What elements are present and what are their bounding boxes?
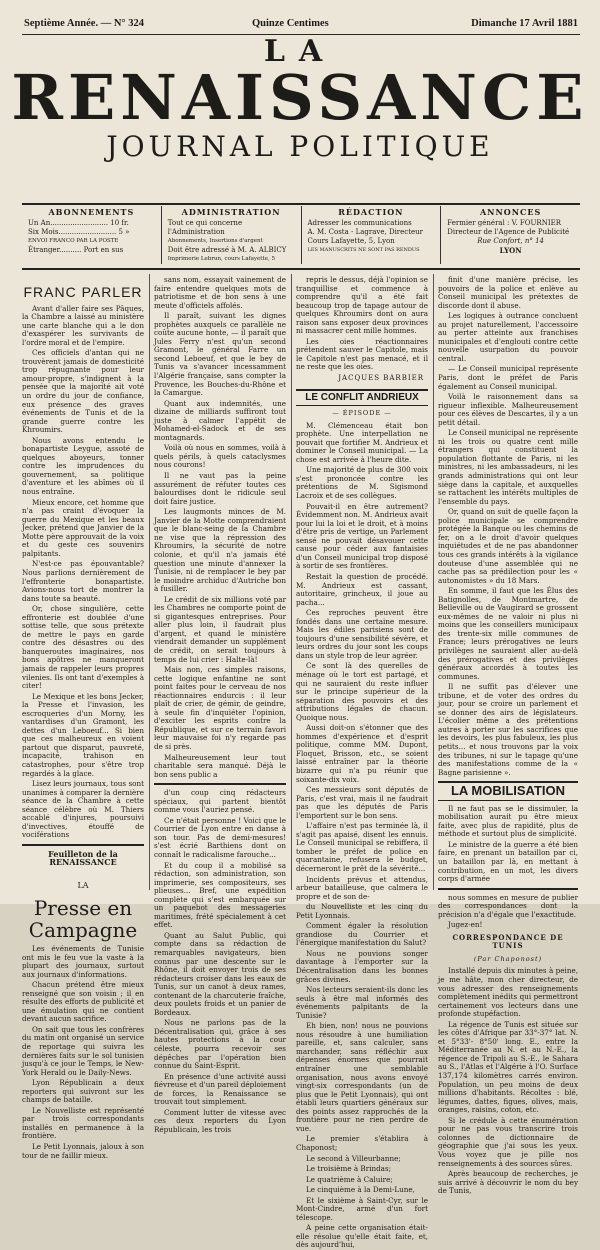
paragraph: repris le dessus, déjà l'opinion se tranquillise et commence à comprendre qu'il a été fait beaucoup trop de tapage autour de quelques Khroumirs dont on aura raison sans exposer deux provinces ni massacrer cent mille hommes.: [296, 275, 428, 336]
paragraph: Pouvait-il en être autrement? Évidemment non. M. Andrieux avait pour lui la loi et le droit, et à moins d'être pris de vertige, un Parlement sensé ne pouvait désavouer cette cause pour céder aux fantaisies d'un Conseil municipal trop disposé à sortir de ses frontières.: [296, 501, 428, 571]
header-row: [24, 18, 578, 32]
paragraph: Incidents prévus et attendus, arbeur batailleuse, que calmera le propre et de son de-: [296, 874, 428, 901]
paragraph: Le Mexique et les bons Jecker, la Presse et l'invasion, les escroqueries d'un Morny, les vantardises d'un Gramont, les dettes d'un Leboeuf... Si bien que ces malheureux en voient partout que disparut, pauvreté, incapacité, trahison en catastrophes, pour s'être trop regardés à la glace.: [22, 691, 144, 778]
paragraph: Malheureusement leur tout charitable sera manqué. Déjà le bon sens public a: [154, 752, 286, 779]
masthead-subtitle: JOURNAL POLITIQUE: [106, 130, 494, 163]
paragraph: Les laugmonts minces de M. Janvier de la Motte comprendraient que le blanc-seing de la Chambre ne vise que la répression des Khroumirs, la sécurité de notre colonie, et qu'il n'a jamais été question une minute d'annexer la Tunisie, ni de remplacer le bey par le moindre archiduc d'Autriche bon à fusiller.: [154, 507, 286, 594]
paragraph: Nous avons entendu le bonapartiste Leygue, assoté de quelques aboyeurs, tonner contre les imprudences du gouvernement, sa politique d'aventure et les abîmes où il nous entraîne.: [22, 435, 144, 497]
box-abonnements: [22, 206, 162, 264]
price: Quinze Centimes: [252, 18, 329, 29]
box-line: A. M. Costa - Lagrave, Directeur: [307, 228, 424, 236]
column-2: [154, 275, 286, 1134]
masthead-la: LA: [263, 34, 337, 69]
paragraph: — Le Conseil municipal représente Paris, dont le préfet de Paris également au Conseil municipal.: [438, 364, 578, 391]
paragraph: Et du coup il a mobilisé sa rédaction, son administration, son imprimerie, ses compositeurs, ses plieuses... Bref, une expédition complète qui s'est embarquée sur un paquebot des messageries maritimes, frété spécialement à cet effet.: [154, 860, 286, 930]
box-line: ENVOI FRANCO PAR LA POSTE: [28, 238, 119, 244]
box-line: LYON: [499, 246, 522, 255]
box-line: Six Mois.......................... 5 »: [28, 228, 130, 236]
paragraph: Voilà le raisonnement dans sa rigueur inflexible. Malheureusement pour ces élèves de Descartes, il y a un petit détail.: [438, 392, 578, 427]
column-separator: [149, 274, 150, 890]
paragraph: Comment lutter de vitesse avec ces deux reporters du Lyon Républicain, les trois: [154, 1107, 286, 1134]
paragraph: nous sommes en mesure de publier des correspondances dont la précision n'a d'égale que l'exactitude.: [438, 892, 578, 919]
column-separator: [291, 274, 292, 890]
paragraph: Le crédit de six millions voté par les Chambres ne comporte point de si gigantesques entreprises. Pour aller plus loin, il faudrait plus d'argent, et quand le ministère viendrait demander un supplément de crédit, on serait toujours à temps de lui crier : Halte-là!: [154, 594, 286, 664]
feuilleton-rule: [438, 888, 578, 890]
paragraph: Nos lecteurs seraient-ils donc les seuls à être mal informés des événements palpitants de la Tunisie?: [296, 985, 428, 1020]
paragraph: Aussi doit-on s'étonner que des hommes d'expérience et d'esprit politique, comme MM. Dupont, Floquet, Brisson, etc., se soient laissé entraîner par la théorie bizarre qui n'a pu réunir que soixante-dix voix.: [296, 723, 428, 784]
paragraph: sans nom, essayait vainement de faire entendre quelques mots de patriotisme et de bon sens à une meute d'officiels affolés.: [154, 275, 286, 310]
episode-label: — ÉPISODE —: [332, 409, 392, 418]
paragraph: Lisez leurs journaux, tous sont unanimes à comparer la dernière séance de la Chambre à cette séance célèbre où M. Thiers accablé d'injures, poursuivi d'invectives, étouffé de vociférations: [22, 779, 144, 840]
paragraph: Chacun prétend être mieux renseigné que son voisin ; il en résulte des efforts de publicité et une émulation qui ne contient devant aucun sacrifice.: [22, 980, 144, 1024]
paragraph: Ces messieurs sont députés de Paris, c'est vrai, mais il ne faudrait pas que les députés de Paris l'emportent sur le bon sens.: [296, 785, 428, 820]
paragraph: Mais non, ces simples raisons, cette logique enfantine ne sont point faites pour le cerveau de nos réactionnaires endurcis : il leur plaît de crier, de gémir, de geindre, à seule fin d'inquiéter l'opinion, d'exciter les esprits contre la République, et sur ce terrain favori leur mauvaise foi n'y regarde pas de si près.: [154, 665, 286, 751]
paragraph: Le quatrième à Caluire;: [306, 1174, 393, 1184]
box-title: ANNONCES: [479, 207, 542, 217]
info-boxes: [22, 206, 580, 264]
paragraph: La régence de Tunis est située sur les côtes d'Afrique par 33°-37° lat. N. et 5°33'- 8°50' long. E., entre la Méditerranée au N. et au N.-E., la régence de Tripoli au S.-E., le Sahara au S., l'Atlas et l'Algérie à l'O. Surface 137,174 kilomètres carrés environ. Population, un peu moins de deux millions d'habitants. Récoltes : blé, légumes, dattes, figues, olives, mais, oranges, raisins, coton, etc.: [438, 1019, 578, 1115]
box-line: Imprimerie Lebrun, cours Lafayette, 5: [167, 256, 275, 262]
paragraph: Or, chose singulière, cette effronterie est doublée d'une sottise telle, que sous prétexte de mettre le pays en garde contre des désastres ou des banqueroutes imaginaires, nos bons apôtres ne manqueront jamais de rappeler leurs propres vilenies. Ils ont tant d'exemples à citer!: [22, 604, 144, 691]
paragraph: Restait la question de procédé. M. Andrieux est cassant, autoritaire, grincheux, il joue au pacha...: [296, 571, 428, 607]
paragraph: finit d'une manière précise, les pouvoirs de la police et enlève au Conseil municipal les prétextes de discorde dont il abuse.: [438, 275, 578, 310]
paragraph: Voilà où nous en sommes, voilà à quels périls, à quels cataclysmes nous courons!: [154, 443, 286, 470]
box-line: Tout ce qui concerne l'Administration: [167, 219, 243, 236]
paragraph: Il paraît, suivant les dignes prophètes auxquels ce parallèle ne coûte aucune honte, — il paraît que Jules Ferry n'est qu'un second Gramont, le général Farre un second Leboeuf, et que le bey de Tunis va s'avancer incessamment l'Algérie française, sans compter la Provence, les Bouches-du-Rhône et la Camargue.: [154, 311, 286, 398]
box-line: Cours Lafayette, 5, Lyon: [307, 237, 395, 245]
box-title: ABONNEMENTS: [48, 207, 135, 217]
paragraph: Eh bien, non! nous ne pouvions nous résoudre à une humiliation pareille, et, sans calculer, sans marchander, sans réfléchir aux dépenses énormes que pourrait entraîner une semblable organisation, nous avons envoyé vingt-six correspondants (un de plus que le Petit Lyonnais), qui ont établi leurs quartiers généraux sur des points assez rapprochés de la frontière pour ne rien perdre de vue.: [296, 1021, 428, 1133]
box-line: Abonnements, Insertions d'argent: [167, 238, 263, 244]
paragraph: Et le sixième à Saint-Cyr, sur le Mont-Cindre, armé d'un fort télescope.: [296, 1195, 428, 1222]
column-1: [22, 276, 144, 1160]
boxes-rule: [22, 268, 580, 270]
paragraph: Installé depuis dix minutes à peine, je me hâte, mon cher directeur, de vous adresser des renseignements complètement inédits qui permettront certainement vos lecteurs dans une profonde stupéfaction.: [438, 966, 578, 1019]
paragraph: Le cinquième à la Demi-Lune,: [306, 1185, 415, 1195]
paragraph: L'affaire n'est pas terminée là, il s'agit pas apaisé, disent les ennuis. Le Conseil municipal se rebiffera, il tomber le préfet de police en quarantaine, refusera le budget, décerneront le prêt de la sévérité...: [296, 821, 428, 873]
paragraph: Le Conseil municipal ne représente ni les trois ou quatre cent mille étrangers qui constituent la population flottante de Paris, ni les ministres, ni les ambassadeurs, ni les grands administrations qui ont leur siège dans la capitale, et auxquelles se rattachent les intérêts multiples de l'ensemble du pays.: [438, 428, 578, 506]
box-administration: [162, 206, 302, 264]
paragraph: Avant d'aller faire ses Pâques, la Chambre a laissé au ministère une carte blanche qui a le don d'exaspérer les survivants de l'ordre moral et de l'empire.: [22, 303, 144, 347]
box-line: Doit être adressé à M. A. ALBICY: [167, 246, 287, 254]
paragraph: En présence d'une activité aussi fiévreuse et d'un pareil déploiement de forces, la Renaissance se trouvait tout simplement.: [154, 1071, 286, 1107]
box-line: Étranger.......... Port en sus: [28, 246, 124, 254]
paragraph: Quant aux indemnités, une dizaine de milliards suffiront tout juste à calmer l'appétit de Mohamed-el-Sadock et de ses montagnards.: [154, 398, 286, 442]
feuilleton-header: Feuilleton de la RENAISSANCE: [22, 844, 144, 867]
paragraph: Il ne vaut pas la peine assurément de réfuter toutes ces balourdises dont le ridicule seul doit faire justice.: [154, 471, 286, 506]
paragraph: Ce n'était personne ! Voici que le Courrier de Lyon entre en danse à son tour. Pas de demi-mesures! s'est écrié Barthiens dont on connaît le radicalisme farouche...: [154, 815, 286, 859]
paragraph: Or, quand on suit de quelle façon la police municipale se comprendre protégée la Banque ou les chemins de fer, on a le droit d'avoir quelques inquiétudes et de ne pas abandonner tous ces grands intérêts à la vigilance douteuse d'une assemblée qui ne cache pas sa prédilection pour les « autonomistes » du 18 Mars.: [438, 507, 578, 585]
column-separator: [433, 274, 434, 890]
box-line: Un An.......................... 10 fr.: [28, 219, 129, 227]
issue-number: Septième Année. — N° 324: [24, 18, 144, 29]
paragraph: Il ne faut pas se le dissimuler, la mobilisation aurait pu être mieux faite, avec plus de rapidité, plus de méthode et surtout plus de simplicité.: [438, 803, 578, 839]
article-heading-mobilisation: LA MOBILISATION: [438, 781, 578, 801]
paragraph: N'est-ce pas épouvantable? Nous parlions dernièrement de l'effronterie bonapartiste. Avions-nous tort de montrer la dans toute sa beauté.: [22, 559, 144, 603]
paragraph: Ces officiels d'antan qui ne trouvèrent jamais de domesticité trop répugnante pour leur amour-propre, s'indignent à la pensée que la majorité ait voté un ordre du jour de confiance, eux présence des graves événements de Tunis et de la grande guerre contre les Khroumirs.: [22, 348, 144, 435]
box-title: RÉDACTION: [338, 207, 404, 217]
feuilleton-title-la: LA: [77, 881, 89, 890]
paragraph: Le Nouvelliste est représenté par trois correspondants installés en permanence à la frontière.: [22, 1105, 144, 1141]
paragraph: Le Petit Lyonnais, jaloux à son tour de ne faillir mieux.: [22, 1142, 144, 1160]
paragraph: Le second à Villeurbanne;: [306, 1153, 401, 1163]
paragraph: En somme, il faut que les Élus des Batignolles, de Montmartre, de Belleville ou de Vaugirard se grossent eux-mêmes de ne valoir ni plus ni moins que les conseillers municipaux des trente-six mille communes de France; leurs prérogatives ne leurs privilèges ne sauraient aller au-delà des prérogatives et des privilèges généraux accordés à toutes les communes.: [438, 586, 578, 681]
paragraph: Il ne suffit pas d'élever une tribune, et de voter des ordres du jour, pour se croire un parlement et se donner des airs de législateurs. L'écolier même a des prétentions autres à porter sur les sacrifices que les devoirs, les plus fabuleux, les plus petits... et nous trouvons par la voix des tribunes, ni sur le tapage qu'une des manifestations comme de la « Bagne parisienne ».: [438, 682, 578, 777]
paragraph: Les oies réactionnaires prétendent sauver le Capitole, mais le Capitole n'est pas menacé, et il ne reste que les oies.: [296, 336, 428, 372]
paragraph: Une majorité de plus de 300 voix s'est prononcée contre les prétentions de M. Sigismond Lacroix et de ses collègues.: [296, 465, 428, 501]
box-line: Fermier général : V. FOURNIER: [447, 219, 561, 227]
box-redaction: [302, 206, 442, 264]
paragraph: Nous ne parlons pas de la Décentralisation qui, grâce à ses hautes protections à la cour céleste, pourra recevoir ses dépêches par l'opération bien connue du Saint-Esprit.: [154, 1018, 286, 1071]
box-line: Adresser les communications: [307, 219, 412, 227]
paragraph: d'un coup cinq rédacteurs spéciaux, qui partent bientôt comme vous l'auriez pensé.: [154, 788, 286, 815]
feuilleton-title: [22, 875, 144, 941]
masthead: [0, 36, 600, 162]
paragraph: Quant au Salut Public, qui compte dans sa rédaction de remarquables navigateurs, bien connus par une descente sur le Rhône, il doit envoyer trois de ses rédacteurs croiser dans les eaux de Tunis, sur un canot à deux rames, contenant de la charcuterie fraîche, deux poulets froids et un panier de Bordeaux.: [154, 930, 286, 1017]
paragraph: A peine cette organisation était-elle résolue qu'elle était faite, et, dès aujourd'hui,: [296, 1223, 428, 1250]
paragraph: Le ministre de la guerre a été bien faire, en prenant un bataillon par ci, un bataillon par là, en mettant à contribution, en un mot, les divers corps d'armée: [438, 839, 578, 884]
paragraph: Ce sont là des querelles de ménage où le tort est partagé, et qui ne sauraient du reste influer sur le principe supérieur de la séparation des pouvoirs et des attributions légales de chacun. Quoique nous.: [296, 661, 428, 722]
paragraph: Si le crédule à cette énumération pour ne pas vous transcrire trois colonnes de dictionnaire de géographie que j'ai sous les yeux. Vous voyez que je pille nos renseignements à des sources sûres.: [438, 1115, 578, 1168]
paragraph: On sait que tous les confrères du matin ont organisé un service de reportage qui suivra les dernières faits sur le sol tunisien jusqu'à ce jour le Temps, le New-York Herald ou le Daily-News.: [22, 1024, 144, 1077]
paragraph: Jugez-en!: [448, 920, 483, 930]
correspondance-subheading: (Par Chaponost): [473, 954, 543, 963]
paragraph: M. Clémenceau était bon prophète. Une interpellation ne pouvait que fortifier M. Andrieux et dominer le Conseil municipal. — La chose est arrivée à l'heure dite.: [296, 420, 428, 464]
paragraph: du Nouvelliste et les cinq du Petit Lyonnais.: [296, 902, 428, 920]
signature: JACQUES BARBIER: [338, 374, 424, 383]
paragraph: Le premier s'établira à Chaponost;: [296, 1134, 428, 1152]
box-line: Directeur de l'Agence de Publicité: [447, 228, 570, 236]
paragraph: Après beaucoup de recherches, je suis arrivé à découvrir le nom du bey de Tunis,: [438, 1169, 578, 1196]
article-heading-conflit: LE CONFLIT ANDRIEUX: [296, 389, 428, 407]
masthead-rule: [22, 203, 580, 205]
masthead-title: RENAISSANCE: [11, 61, 589, 134]
paragraph: Les logiques à outrance concluent au projet naturellement, l'accessoire au perter atteinte aux franchises municipales et d'englouti contre cette nouvelle usurpation du pouvoir central.: [438, 311, 578, 363]
feuilleton-title-text: Presse en Campagne: [28, 896, 138, 942]
paragraph: Lyon Républicain a deux reporters qui suivront sur les champs de bataille.: [22, 1078, 144, 1105]
article-heading-franc-parler: FRANC PARLER: [23, 284, 143, 300]
correspondance-heading: CORRESPONDANCE DE TUNIS: [452, 932, 564, 951]
issue-date: Dimanche 17 Avril 1881: [471, 18, 578, 29]
column-3: [296, 275, 428, 1250]
paragraph: Les événements de Tunisie ont mis le feu vue la vaste à la plupart des journaux, surtout aux journaux d'informations.: [22, 944, 144, 979]
box-title: ADMINISTRATION: [181, 207, 281, 217]
box-line: LES MANUSCRITS NE SONT PAS RENDUS: [307, 247, 420, 253]
paragraph: Le troisième à Brindas;: [306, 1164, 392, 1174]
feuilleton-rule: [154, 783, 286, 785]
paragraph: Ces reproches peuvent être fondés dans une certaine mesure. Mais les édiles parisiens sont de toujours d'une sensibilité sévère, et leurs ordres du jour sont les coups dans un style trop de leur agréer.: [296, 608, 428, 660]
box-line: Rue Confort, n° 14: [477, 237, 545, 245]
box-annonces: [441, 206, 580, 264]
paragraph: Comment égaler la résolution grandiose du Courrier et l'énergique manifestation du Salut?: [296, 921, 428, 948]
column-4: [438, 275, 578, 1196]
paragraph: Mieux encore, cet homme que n'a pas craint d'évoquer la guerre du Mexique et les beaux Jecker, prétend que Janvier de la Motte père approuvait de la voix et du geste ces souvenirs palpitants.: [22, 497, 144, 558]
paragraph: Nous ne pouvions songer davantage à l'emporter sur la Décentralisation dans les bonnes grâces divines.: [296, 948, 428, 984]
